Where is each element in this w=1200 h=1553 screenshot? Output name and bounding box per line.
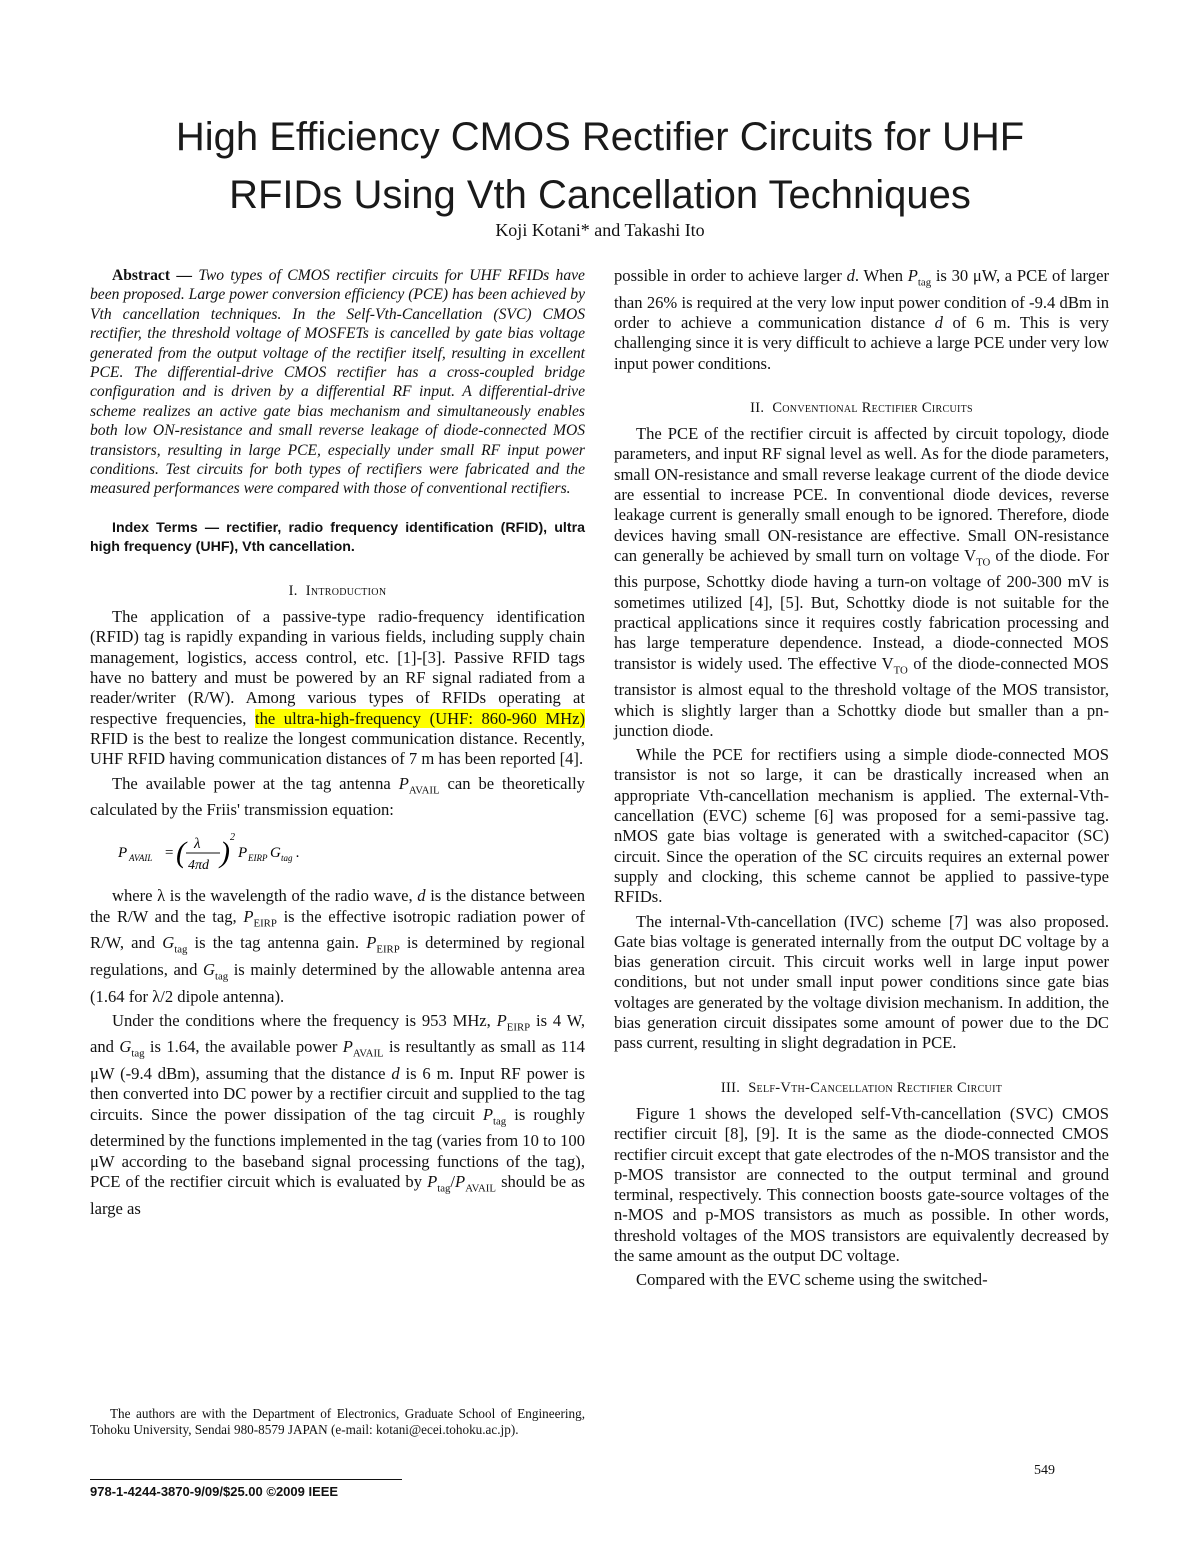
abstract-label: Abstract — bbox=[112, 267, 192, 284]
intro-paragraph-2: The available power at the tag antenna $P_{AVAIL}$ can be theoretically calculated by the Friis' transmission equation: bbox=[90, 773, 585, 820]
intro-paragraph-1: The application of a passive-type radio-frequency identification (RFID) tag is rapidly expanding in various fields, including supply chain management, logistics, access control, etc. [1]-[3]. Passive RFID tags have no battery and must be powered by an RF signal radiated from a reader/writer (R/W). Among various types of RFIDs operating at respective frequencies, the ultra-high-frequency (UHF: 860-960 MHz) RFID is the best to realize the longest communication distance. Recently, UHF RFID having communication distances of 7 m has been reported [4]. bbox=[90, 607, 585, 769]
abstract-text: Two types of CMOS rectifier circuits for UHF RFIDs have been proposed. Large power conversion efficiency (PCE) has been achieved by Vth cancellation techniques. In the Self-Vth-Cancellation (SVC) CMOS rectifier, the threshold voltage of MOSFETs is cancelled by gate bias voltage generated from the output voltage of the rectifier itself, resulting in excellent PCE. The differential-drive CMOS rectifier has a cross-coupled bridge configuration and is driven by a differential RF input. A differential-drive scheme realizes an active gate bias mechanism and simultaneously enables both low ON-resistance and small reverse leakage of diode-connected MOS transistors, resulting in large PCE, especially under small RF input power conditions. Test circuits for both types of rectifiers were fabricated and the measured performances were compared with those of conventional rectifiers. bbox=[90, 267, 585, 498]
right-paragraph-1: possible in order to achieve larger d. When $P_{tag}$ is 30 μW, a PCE of larger than 26% is required at the very low input power condition of -9.4 dBm in order to achieve a communication distance d of 6 m. This is very challenging since it is very difficult to achieve a large PCE under very low input power conditions. bbox=[614, 266, 1109, 373]
right-column bbox=[614, 266, 1109, 1291]
eq-denominator: 4πd bbox=[188, 858, 210, 874]
index-terms: Index Terms — rectifier, radio frequency identification (RFID), ultra high frequency (UHF), Vth cancellation. bbox=[90, 519, 585, 555]
intro-paragraph-4: Under the conditions where the frequency is 953 MHz, $P_{EIRP}$ is 4 W, and $G_{tag}$ is 1.64, the available power $P_{AVAIL}$ is resultantly as small as 114 μW (-9.4 dBm), assuming that the distance d is 6 m. Input RF power is then converted into DC power by a rectifier circuit and supplied to the tag circuits. Since the power dissipation of the tag circuit $P_{tag}$ is roughly determined by the functions implemented in the tag (varies from 10 to 100 μW according to the baseband signal processing functions of the tag), PCE of the rectifier circuit which is evaluated by $P_{tag}/P_{AVAIL}$ should be as large as bbox=[90, 1010, 586, 1218]
left-column bbox=[90, 266, 585, 1219]
intro-paragraph-3: where λ is the wavelength of the radio wave, d is the distance between the R/W and the tag, $P_{EIRP}$ is the effective isotropic radiation power of R/W, and $G_{tag}$ is the tag antenna gain. $P_{EIRP}$ is determined by regional regulations, and $G_{tag}$ is mainly determined by the allowable antenna area (1.64 for λ/2 dipole antenna). bbox=[90, 886, 586, 1006]
authors: Koji Kotani* and Takashi Ito bbox=[495, 220, 705, 240]
equation-graphic bbox=[96, 830, 396, 874]
eq-p-sub: EIRP bbox=[248, 853, 268, 864]
section-heading-2: II. Conventional Rectifier Circuits bbox=[750, 399, 973, 416]
highlighted-text: the ultra-high-frequency (UHF: 860-960 MHz) bbox=[254, 708, 585, 728]
title-line-1: High Efficiency CMOS Rectifier Circuits for UHF bbox=[175, 115, 1025, 159]
paper-title bbox=[0, 108, 1200, 224]
section2-paragraph-2: While the PCE for rectifiers using a simple diode-connected MOS transistor is not so large, it can be drastically increased when an appropriate Vth-cancellation mechanism is applied. The external-Vth-cancellation (EVC) scheme [6] was proposed for a semi-passive tag. nMOS gate bias voltage is generated with a switched-capacitor (SC) circuit. Since the operation of the SC circuits requires an external power supply and clocking, this scheme cannot be applied to passive-type RFIDs. bbox=[614, 745, 1109, 907]
section-heading-3: III. Self-Vth-Cancellation Rectifier Circuit bbox=[720, 1079, 1003, 1096]
footnote: The authors are with the Department of Electronics, Graduate School of Engineering, Tohoku University, Sendai 980-8579 JAPAN (e-mail: kotani@ecei.tohoku.ac.jp). bbox=[90, 1406, 585, 1437]
page-number: 549 bbox=[1034, 1463, 1055, 1478]
eq-lambda: λ bbox=[194, 836, 201, 853]
eq-lhs: P bbox=[118, 845, 128, 862]
svg-text:(: ( bbox=[176, 836, 186, 870]
svg-text:): ) bbox=[220, 836, 230, 870]
footer-rule bbox=[90, 1479, 402, 1480]
friis-equation bbox=[96, 830, 585, 874]
copyright-line: 978-1-4244-3870-9/09/$25.00 ©2009 IEEE bbox=[90, 1484, 339, 1499]
eq-exponent: 2 bbox=[230, 832, 235, 844]
title-line-2: RFIDs Using Vth Cancellation Techniques bbox=[229, 173, 971, 217]
eq-p: P bbox=[238, 845, 248, 862]
eq-period: . bbox=[296, 845, 300, 862]
section3-paragraph-2: Compared with the EVC scheme using the switched- bbox=[636, 1270, 988, 1290]
eq-g: G bbox=[270, 845, 281, 862]
section-heading-1: I. Introduction bbox=[288, 582, 387, 599]
section2-paragraph-1: The PCE of the rectifier circuit is affected by circuit topology, diode parameters, and input RF signal level as well. As for the diode parameters, small ON-resistance and small reverse leakage current of the diode device are essential to increase PCE. In conventional diode devices, reverse leakage current is generally small enough to be ignored. Therefore, diode devices having small ON-resistance are effective. Small ON-resistance can generally be achieved by small turn on voltage $V_{TO}$ of the diode. For this purpose, Schottky diode having a turn-on voltage of 200-300 mV is sometimes utilized [4], [5]. But, Schottky diode is not suitable for the practical applications since it requires costly fabrication processing and has large temperature dependence. Instead, a diode-connected MOS transistor is widely used. The effective $V_{TO}$ of the diode-connected MOS transistor is almost equal to the threshold voltage of the MOS transistor, which is slightly larger than a Schottky diode but smaller than a pn-junction diode. bbox=[614, 424, 1109, 740]
section3-paragraph-1: Figure 1 shows the developed self-Vth-cancellation (SVC) CMOS rectifier circuit [8], [9]. It is the same as the diode-connected CMOS rectifier circuit except that gate electrodes of the n-MOS transistor and the p-MOS transistor are connected to the output terminal and ground terminal, respectively. This connection boosts gate-source voltages of the n-MOS and p-MOS transistors as much as possible. In other words, threshold voltages of the MOS transistors are equivalently decreased by the same amount as the output DC voltage. bbox=[614, 1103, 1109, 1265]
section2-paragraph-3: The internal-Vth-cancellation (IVC) scheme [7] was also proposed. Gate bias voltage is generated internally from the output DC voltage by a bias generation circuit. This circuit works well in large input power conditions, but not under small input power conditions since gate bias voltages are generated by the voltage division mechanism. In addition, the bias generation circuit dissipates some amount of power due to the DC pass current, resulting in slight degradation in PCE. bbox=[614, 911, 1109, 1053]
eq-lhs-sub: AVAIL bbox=[129, 853, 153, 864]
abstract bbox=[90, 266, 585, 499]
eq-g-sub: tag bbox=[281, 853, 293, 864]
eq-equals: = bbox=[164, 845, 175, 862]
